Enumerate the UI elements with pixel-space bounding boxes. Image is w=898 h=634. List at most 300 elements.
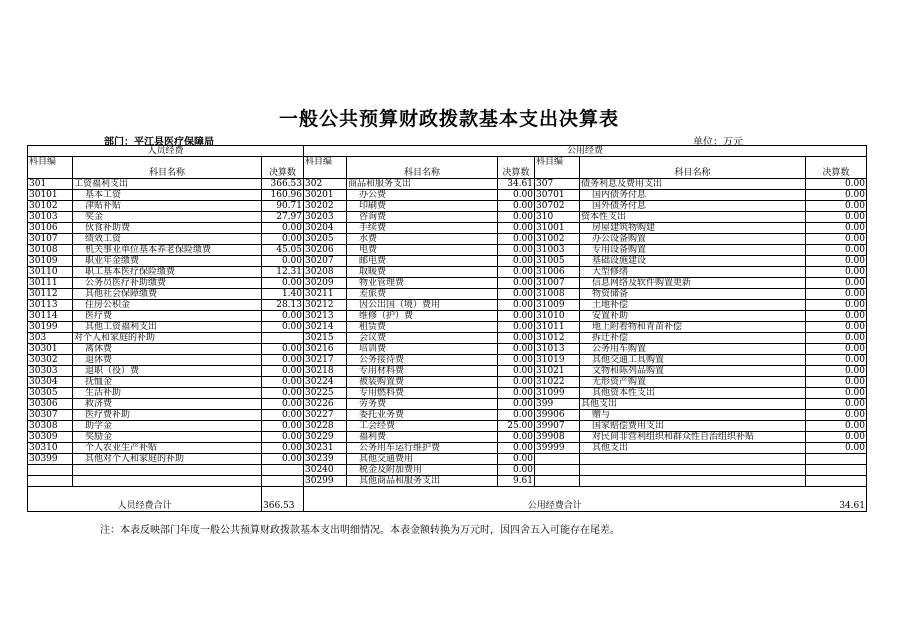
subject-name: 地上附着物和青苗补偿 [580, 322, 806, 333]
table-row [28, 399, 867, 410]
amount: 0.00 [806, 311, 867, 322]
subject-code: 39999 [535, 443, 580, 454]
col-code: 科目编 [535, 157, 580, 179]
section-public: 公用经费 [304, 146, 867, 157]
subject-code: 30702 [535, 201, 580, 212]
col-name: 科目名称 [73, 157, 262, 179]
subject-code: 30218 [304, 366, 347, 377]
subject-code: 30114 [28, 311, 73, 322]
subject-name: 专用燃料费 [347, 388, 498, 399]
subject-code [535, 476, 580, 487]
subject-name: 税金及附加费用 [347, 465, 498, 476]
subject-code: 399 [535, 399, 580, 410]
subject-code: 30208 [304, 267, 347, 278]
subject-name: 其他交通费用 [347, 454, 498, 465]
table-row [28, 201, 867, 212]
subject-code: 30224 [304, 377, 347, 388]
subject-name: 职业年金缴费 [73, 256, 262, 267]
subject-code: 30310 [28, 443, 73, 454]
subject-code [28, 465, 73, 476]
subject-code [28, 476, 73, 487]
amount: 0.00 [262, 355, 304, 366]
amount: 0.00 [498, 410, 535, 421]
subject-code: 31099 [535, 388, 580, 399]
amount: 0.00 [262, 234, 304, 245]
subject-name [580, 465, 806, 476]
subject-name: 办公设备购置 [580, 234, 806, 245]
subject-name: 印刷费 [347, 201, 498, 212]
subject-name: 委托业务费 [347, 410, 498, 421]
subject-code: 30109 [28, 256, 73, 267]
subject-code: 39908 [535, 432, 580, 443]
subject-name: 绩效工资 [73, 234, 262, 245]
subject-code: 30227 [304, 410, 347, 421]
amount: 0.00 [498, 454, 535, 465]
amount: 0.00 [498, 443, 535, 454]
subject-name: 土地补偿 [580, 300, 806, 311]
subject-code: 30205 [304, 234, 347, 245]
subject-name [73, 476, 262, 487]
subject-code: 30215 [304, 333, 347, 344]
subject-name: 基础设施建设 [580, 256, 806, 267]
subject-code: 30701 [535, 190, 580, 201]
amount: 0.00 [498, 212, 535, 223]
table-row [28, 421, 867, 432]
subject-name: 取暖费 [347, 267, 498, 278]
subject-code: 30213 [304, 311, 347, 322]
subject-code: 30110 [28, 267, 73, 278]
subject-name: 会议费 [347, 333, 498, 344]
table-row [28, 234, 867, 245]
subject-name: 拆迁补偿 [580, 333, 806, 344]
expenditure-table [27, 145, 867, 512]
table-row [28, 256, 867, 267]
subject-code: 30226 [304, 399, 347, 410]
amount: 0.00 [806, 245, 867, 256]
subject-name: 房屋建筑物购建 [580, 223, 806, 234]
amount: 12.31 [262, 267, 304, 278]
amount: 0.00 [806, 344, 867, 355]
amount: 366.53 [262, 179, 304, 190]
subject-name [73, 465, 262, 476]
table-row [28, 465, 867, 476]
table-row [28, 388, 867, 399]
subject-code: 30217 [304, 355, 347, 366]
subject-code: 31022 [535, 377, 580, 388]
subject-code: 30204 [304, 223, 347, 234]
subject-code: 31011 [535, 322, 580, 333]
subject-name: 医疗费 [73, 311, 262, 322]
subject-name: 伙食补助费 [73, 223, 262, 234]
subject-name: 物业管理费 [347, 278, 498, 289]
table-row [28, 267, 867, 278]
subject-name: 租赁费 [347, 322, 498, 333]
amount: 9.61 [498, 476, 535, 487]
subject-name: 离休费 [73, 344, 262, 355]
table-row [28, 476, 867, 487]
subject-code: 30307 [28, 410, 73, 421]
subject-name: 工资福利支出 [73, 179, 262, 190]
subject-name: 退休费 [73, 355, 262, 366]
amount: 0.00 [806, 410, 867, 421]
subject-code: 30206 [304, 245, 347, 256]
public-total-label: 公用经费合计 [304, 487, 806, 512]
amount: 160.96 [262, 190, 304, 201]
table-row [28, 278, 867, 289]
subject-name: 专用设备购置 [580, 245, 806, 256]
subject-name: 商品和服务支出 [347, 179, 498, 190]
amount: 0.00 [806, 256, 867, 267]
subject-code: 30103 [28, 212, 73, 223]
amount: 0.00 [498, 267, 535, 278]
department-label: 部门：平江县医疗保障局 [104, 137, 214, 148]
table-row [28, 355, 867, 366]
table-row [28, 311, 867, 322]
amount: 0.00 [806, 333, 867, 344]
unit-label: 单位：万元 [693, 137, 743, 148]
subject-code: 30209 [304, 278, 347, 289]
subject-name: 邮电费 [347, 256, 498, 267]
subject-code: 30225 [304, 388, 347, 399]
amount [806, 454, 867, 465]
subject-code: 30107 [28, 234, 73, 245]
footnote: 注：本表反映部门年度一般公共预算财政拨款基本支出明细情况。本表金额转换为万元时，因四舍五入可能存在尾差。 [100, 525, 620, 536]
table-row [28, 410, 867, 421]
amount: 0.00 [806, 388, 867, 399]
amount: 0.00 [262, 421, 304, 432]
page-title: 一般公共预算财政拨款基本支出决算表 [278, 108, 619, 130]
amount: 0.00 [498, 355, 535, 366]
subject-name: 其他交通工具购置 [580, 355, 806, 366]
amount: 28.13 [262, 300, 304, 311]
amount: 0.00 [262, 377, 304, 388]
table-row [28, 322, 867, 333]
amount: 0.00 [806, 234, 867, 245]
table-row [28, 344, 867, 355]
amount: 0.00 [262, 344, 304, 355]
subject-name: 国内债务付息 [580, 190, 806, 201]
subject-name: 个人农业生产补贴 [73, 443, 262, 454]
col-amount: 决算数 [262, 157, 304, 179]
col-code: 科目编 [28, 157, 73, 179]
table-row [28, 289, 867, 300]
subject-name: 助学金 [73, 421, 262, 432]
subject-code: 30305 [28, 388, 73, 399]
subject-name: 差旅费 [347, 289, 498, 300]
subject-name: 国外债务付息 [580, 201, 806, 212]
subject-name: 大型修缮 [580, 267, 806, 278]
subject-code: 39907 [535, 421, 580, 432]
subject-code: 30301 [28, 344, 73, 355]
amount: 0.00 [498, 190, 535, 201]
subject-code: 30212 [304, 300, 347, 311]
subject-name: 债务利息及费用支出 [580, 179, 806, 190]
subject-code: 31003 [535, 245, 580, 256]
subject-code: 30229 [304, 432, 347, 443]
subject-code: 30111 [28, 278, 73, 289]
subject-name [580, 476, 806, 487]
amount: 0.00 [498, 465, 535, 476]
amount: 0.00 [806, 300, 867, 311]
subject-name: 安置补助 [580, 311, 806, 322]
subject-code: 31001 [535, 223, 580, 234]
amount: 0.00 [498, 344, 535, 355]
subject-code: 30399 [28, 454, 73, 465]
subject-code [535, 465, 580, 476]
table-row [28, 443, 867, 454]
amount: 0.00 [498, 388, 535, 399]
subject-name: 对民间非营利组织和群众性自治组织补贴 [580, 432, 806, 443]
subject-code: 30112 [28, 289, 73, 300]
amount: 0.00 [262, 443, 304, 454]
subject-name: 电费 [347, 245, 498, 256]
subject-code: 301 [28, 179, 73, 190]
subject-name: 公务用车购置 [580, 344, 806, 355]
amount: 0.00 [262, 278, 304, 289]
subject-name: 被装购置费 [347, 377, 498, 388]
amount [806, 465, 867, 476]
amount: 0.00 [806, 443, 867, 454]
subject-name: 专用材料费 [347, 366, 498, 377]
subject-code: 31010 [535, 311, 580, 322]
amount: 1.40 [262, 289, 304, 300]
subject-code: 30309 [28, 432, 73, 443]
subject-code: 30299 [304, 476, 347, 487]
table-row [28, 454, 867, 465]
amount: 0.00 [498, 256, 535, 267]
subject-code: 307 [535, 179, 580, 190]
subject-name: 退职（役）费 [73, 366, 262, 377]
subject-name: 物资储备 [580, 289, 806, 300]
amount: 0.00 [262, 399, 304, 410]
amount: 0.00 [498, 399, 535, 410]
subject-code: 310 [535, 212, 580, 223]
subject-name: 文物和陈列品购置 [580, 366, 806, 377]
table-row [28, 300, 867, 311]
amount [262, 465, 304, 476]
subject-code: 30203 [304, 212, 347, 223]
subject-code: 39906 [535, 410, 580, 421]
amount [262, 333, 304, 344]
table-row [28, 212, 867, 223]
amount: 0.00 [498, 234, 535, 245]
subject-name: 水费 [347, 234, 498, 245]
subject-name: 救济费 [73, 399, 262, 410]
table-row [28, 190, 867, 201]
subject-name: 公务接待费 [347, 355, 498, 366]
subject-name: 职工基本医疗保险缴费 [73, 267, 262, 278]
amount: 0.00 [806, 212, 867, 223]
amount: 0.00 [498, 377, 535, 388]
amount: 27.97 [262, 212, 304, 223]
amount [806, 476, 867, 487]
amount: 0.00 [498, 366, 535, 377]
subject-name: 其他资本性支出 [580, 388, 806, 399]
subject-code: 30108 [28, 245, 73, 256]
amount: 0.00 [806, 366, 867, 377]
subject-code: 30202 [304, 201, 347, 212]
amount: 0.00 [498, 289, 535, 300]
col-name: 科目名称 [580, 157, 806, 179]
subject-name: 其他支出 [580, 399, 806, 410]
subject-name: 无形资产购置 [580, 377, 806, 388]
subject-name [580, 454, 806, 465]
subject-code: 31013 [535, 344, 580, 355]
subject-name: 其他商品和服务支出 [347, 476, 498, 487]
subject-code: 30306 [28, 399, 73, 410]
amount: 0.00 [498, 300, 535, 311]
subject-name: 资本性支出 [580, 212, 806, 223]
amount: 0.00 [498, 311, 535, 322]
amount: 0.00 [498, 322, 535, 333]
subject-code: 30231 [304, 443, 347, 454]
amount: 0.00 [806, 421, 867, 432]
subject-code: 30216 [304, 344, 347, 355]
subject-name: 其他社会保障缴费 [73, 289, 262, 300]
subject-code: 30201 [304, 190, 347, 201]
amount: 0.00 [806, 322, 867, 333]
subject-code: 30239 [304, 454, 347, 465]
subject-code: 31007 [535, 278, 580, 289]
subject-code: 31009 [535, 300, 580, 311]
subject-code: 31002 [535, 234, 580, 245]
subject-code: 30106 [28, 223, 73, 234]
subject-name: 奖励金 [73, 432, 262, 443]
subject-name: 手续费 [347, 223, 498, 234]
subject-code: 31012 [535, 333, 580, 344]
table-row [28, 366, 867, 377]
table-row [28, 377, 867, 388]
amount: 0.00 [498, 278, 535, 289]
subject-name: 津贴补贴 [73, 201, 262, 212]
subject-name: 公务用车运行维护费 [347, 443, 498, 454]
subject-name: 生活补助 [73, 388, 262, 399]
subject-code: 30303 [28, 366, 73, 377]
amount: 0.00 [262, 388, 304, 399]
subject-name: 医疗费补助 [73, 410, 262, 421]
subject-code: 30199 [28, 322, 73, 333]
subject-code: 31021 [535, 366, 580, 377]
section-personnel: 人员经费 [28, 146, 304, 157]
amount: 0.00 [806, 201, 867, 212]
amount: 0.00 [262, 256, 304, 267]
subject-name: 抚恤金 [73, 377, 262, 388]
amount: 90.71 [262, 201, 304, 212]
col-code: 科目编 [304, 157, 347, 179]
table-row [28, 223, 867, 234]
amount: 0.00 [806, 432, 867, 443]
subject-code: 30228 [304, 421, 347, 432]
amount: 0.00 [498, 432, 535, 443]
subject-code: 31008 [535, 289, 580, 300]
subject-name: 福利费 [347, 432, 498, 443]
subject-name: 国家赔偿费用支出 [580, 421, 806, 432]
subject-name: 因公出国（境）费用 [347, 300, 498, 311]
subject-name: 工会经费 [347, 421, 498, 432]
amount: 0.00 [806, 289, 867, 300]
amount [262, 476, 304, 487]
amount: 0.00 [262, 366, 304, 377]
col-amount: 决算数 [806, 157, 867, 179]
table-row [28, 245, 867, 256]
subject-name: 公务员医疗补助缴费 [73, 278, 262, 289]
amount: 0.00 [806, 267, 867, 278]
table-row [28, 179, 867, 190]
amount: 0.00 [262, 410, 304, 421]
amount: 45.05 [262, 245, 304, 256]
subject-code: 30207 [304, 256, 347, 267]
subject-name: 信息网络及软件购置更新 [580, 278, 806, 289]
amount: 34.61 [498, 179, 535, 190]
col-name: 科目名称 [347, 157, 498, 179]
amount: 0.00 [806, 278, 867, 289]
amount: 0.00 [806, 179, 867, 190]
subject-name: 其他工资福利支出 [73, 322, 262, 333]
subject-name: 劳务费 [347, 399, 498, 410]
amount: 0.00 [262, 454, 304, 465]
subject-name: 基本工资 [73, 190, 262, 201]
subject-code: 31019 [535, 355, 580, 366]
amount: 0.00 [806, 223, 867, 234]
subject-name: 办公费 [347, 190, 498, 201]
amount: 0.00 [498, 333, 535, 344]
subject-code: 303 [28, 333, 73, 344]
subject-name: 对个人和家庭的补助 [73, 333, 262, 344]
amount: 25.00 [498, 421, 535, 432]
amount: 0.00 [262, 432, 304, 443]
subject-code: 30102 [28, 201, 73, 212]
subject-code: 30211 [304, 289, 347, 300]
amount: 0.00 [806, 190, 867, 201]
amount: 0.00 [498, 201, 535, 212]
subject-code: 302 [304, 179, 347, 190]
subject-name: 机关事业单位基本养老保险缴费 [73, 245, 262, 256]
table-row [28, 432, 867, 443]
subject-name: 维修（护）费 [347, 311, 498, 322]
personnel-total-value: 366.53 [262, 487, 304, 512]
subject-code: 31006 [535, 267, 580, 278]
subject-name: 奖金 [73, 212, 262, 223]
public-total-value: 34.61 [806, 487, 867, 512]
subject-name: 赠与 [580, 410, 806, 421]
amount: 0.00 [498, 223, 535, 234]
subject-name: 住房公积金 [73, 300, 262, 311]
table-row [28, 333, 867, 344]
subject-code: 30304 [28, 377, 73, 388]
subject-code [535, 454, 580, 465]
col-amount: 决算数 [498, 157, 535, 179]
subject-code: 30302 [28, 355, 73, 366]
amount: 0.00 [262, 223, 304, 234]
subject-name: 培训费 [347, 344, 498, 355]
subject-code: 30113 [28, 300, 73, 311]
subject-name: 咨询费 [347, 212, 498, 223]
subject-code: 30308 [28, 421, 73, 432]
subject-name: 其他对个人和家庭的补助 [73, 454, 262, 465]
amount: 0.00 [498, 245, 535, 256]
amount: 0.00 [806, 377, 867, 388]
subject-name: 其他支出 [580, 443, 806, 454]
amount: 0.00 [262, 311, 304, 322]
subject-code: 30101 [28, 190, 73, 201]
amount: 0.00 [806, 399, 867, 410]
personnel-total-label: 人员经费合计 [28, 487, 262, 512]
amount: 0.00 [806, 355, 867, 366]
subject-code: 30214 [304, 322, 347, 333]
subject-code: 30240 [304, 465, 347, 476]
subject-code: 31005 [535, 256, 580, 267]
amount: 0.00 [262, 322, 304, 333]
